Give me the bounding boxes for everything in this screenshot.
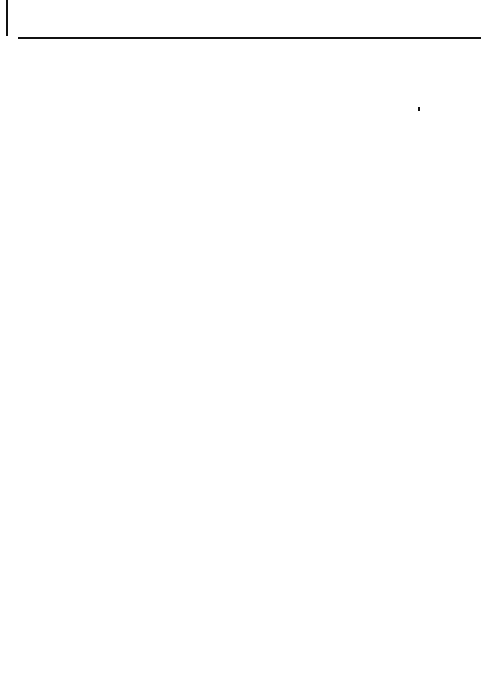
poem-author-name <box>418 107 420 111</box>
header-rule <box>18 37 481 39</box>
header-side-rule <box>6 0 8 36</box>
